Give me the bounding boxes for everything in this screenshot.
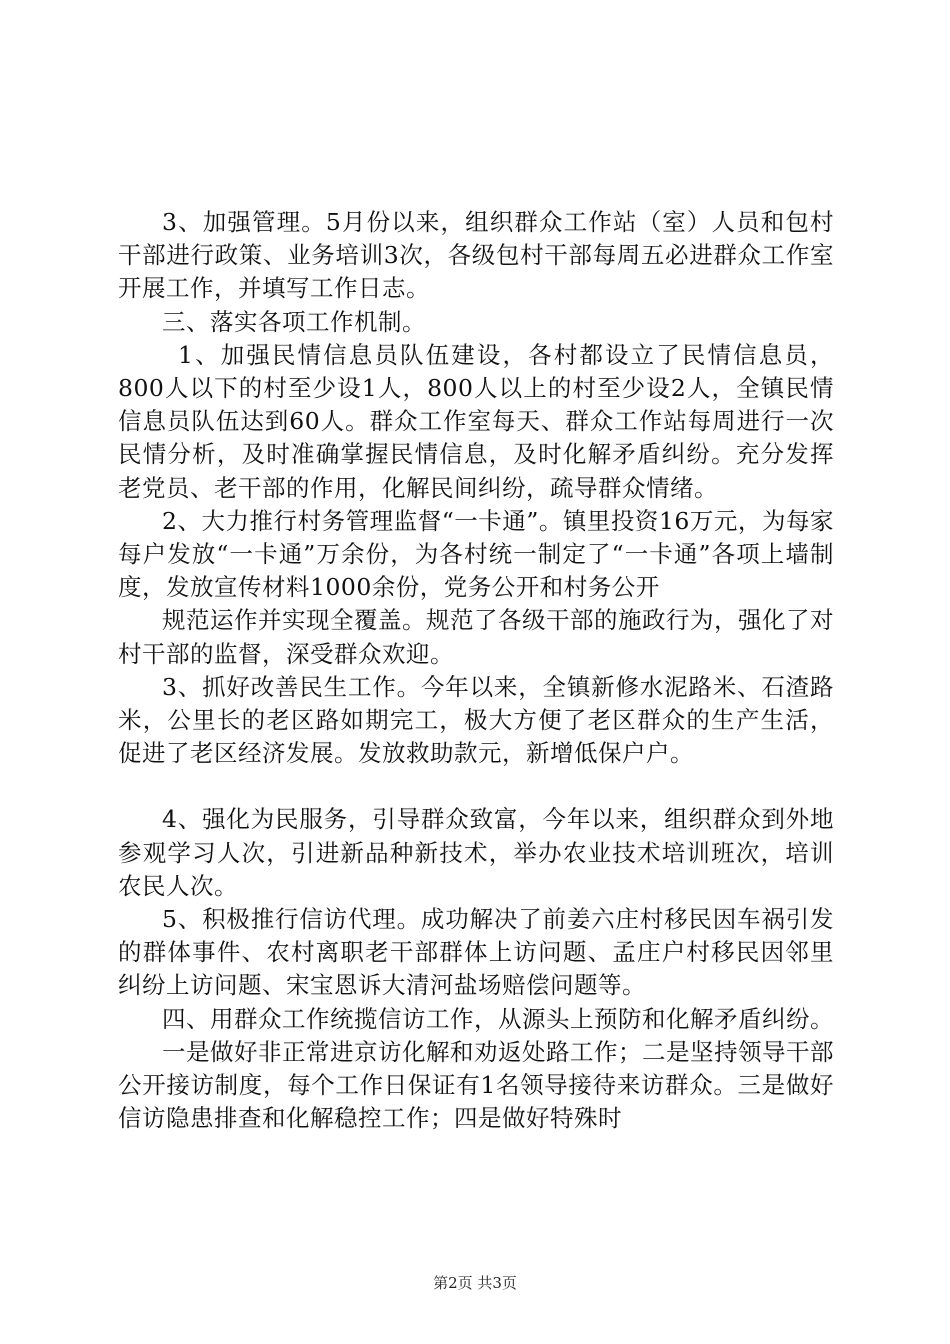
section-heading-mechanisms: 三、落实各项工作机制。 (162, 307, 426, 336)
paragraph-livelihood: 3、抓好改善民生工作。今年以来，全镇新修水泥路米、石渣路米，公里长的老区路如期完工，极大方便了老区群众的生产生活，促进了老区经济发展。发放救助款元，新增低保户户。 (118, 672, 834, 768)
paragraph-full-coverage: 规范运作并实现全覆盖。规范了各级干部的施政行为，强化了对村干部的监督，深受群众欢迎。 (118, 606, 834, 668)
paragraph-info-team: 1、加强民情信息员队伍建设，各村都设立了民情信息员，800人以下的村至少设1人，800人以上的村至少设2人，全镇民情信息员队伍达到60人。群众工作室每天、群众工作站每周进行一次民情分析，及时准确掌握民情信息，及时化解矛盾纠纷。充分发挥老党员、老干部的作用，化解民间纠纷，疏导群众情绪。 (118, 340, 834, 502)
page-number-footer: 第2页 共3页 (433, 1274, 517, 1292)
paragraph-petition-work: 一是做好非正常进京访化解和劝返处路工作；二是坚持领导干部公开接访制度，每个工作日保证有1名领导接待来访群众。三是做好信访隐患排查和化解稳控工作；四是做好特殊时 (118, 1037, 834, 1133)
paragraph-petition-agent: 5、积极推行信访代理。成功解决了前姜六庄村移民因车祸引发的群体事件、农村离职老干部群体上访问题、孟庄户村移民因邻里纠纷上访问题、宋宝恩诉大清河盐场赔偿问题等。 (118, 905, 834, 1000)
section-heading-petition: 四、用群众工作统揽信访工作，从源头上预防和化解矛盾纠纷。 (162, 1004, 834, 1033)
paragraph-management: 3、加强管理。5月份以来，组织群众工作站（室）人员和包村干部进行政策、业务培训3次，各级包村干部每周五必进群众工作室开展工作，并填写工作日志。 (118, 208, 834, 303)
document-body (118, 206, 834, 1135)
blank-line (118, 770, 834, 803)
paragraph-one-card: 2、大力推行村务管理监督“一卡通”。镇里投资16万元，为每家每户发放“一卡通”万余份，为各村统一制定了“一卡通”各项上墙制度，发放宣传材料1000余份，党务公开和村务公开 (118, 506, 834, 602)
paragraph-service: 4、强化为民服务，引导群众致富，今年以来，组织群众到外地参观学习人次，引进新品种新技术，举办农业技术培训班次，培训农民人次。 (118, 805, 834, 900)
